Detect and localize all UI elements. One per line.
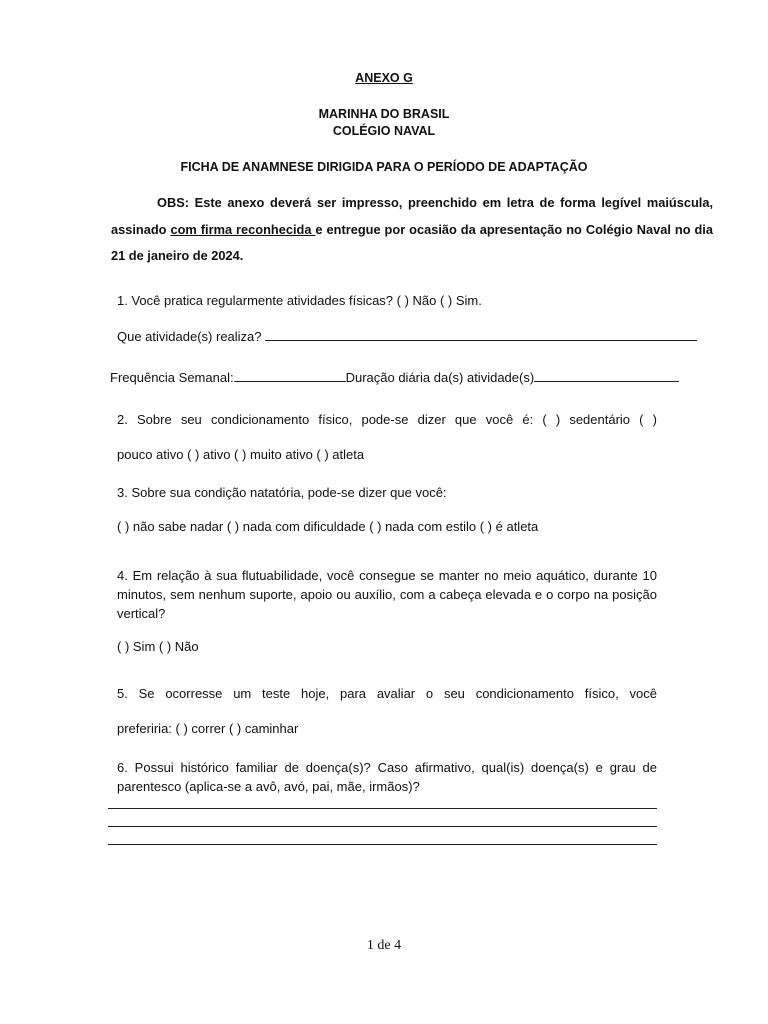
question-2-line-1: 2. Sobre seu condicionamento físico, pode-se dizer que você é: ( ) sedentário ( ) [117, 412, 657, 427]
question-3-line-1: 3. Sobre sua condição natatória, pode-se dizer que você: [117, 485, 447, 500]
frequency-label: Frequência Semanal: [110, 370, 234, 385]
question-4-options: ( ) Sim ( ) Não [117, 639, 199, 654]
question-3-line-2: ( ) não sabe nadar ( ) nada com dificuldade ( ) nada com estilo ( ) é atleta [117, 519, 539, 534]
activity-label: Que atividade(s) realiza? [117, 329, 262, 344]
answer-line-1[interactable] [108, 808, 657, 809]
obs-underlined: com firma reconhecida [170, 221, 316, 237]
org-name: MARINHA DO BRASIL [318, 107, 450, 121]
question-2-line-2: pouco ativo ( ) ativo ( ) muito ativo ( ) atleta [117, 447, 365, 462]
obs-text-2: e entregue por ocasião da apresentação no Colégio Naval no dia 21 de janeiro de 2024. [111, 221, 713, 263]
question-1: 1. Você pratica regularmente atividades físicas? ( ) Não ( ) Sim. [117, 293, 482, 308]
answer-line-2[interactable] [108, 826, 657, 827]
question-5-line-2: preferiria: ( ) correr ( ) caminhar [117, 721, 299, 736]
annex-title: ANEXO G [355, 71, 413, 85]
school-name: COLÉGIO NAVAL [332, 124, 436, 138]
question-4: 4. Em relação à sua flutuabilidade, você consegue se manter no meio aquático, durante 10 minutos, sem nenhum suporte, apoio ou auxílio, com a cabeça elevada e o corpo na posição vertical? [117, 568, 657, 621]
question-5-line-1: 5. Se ocorresse um teste hoje, para avaliar o seu condicionamento físico, você [117, 686, 657, 701]
obs-paragraph [111, 190, 713, 270]
page-number: 1 de 4 [366, 938, 402, 953]
duration-blank[interactable] [534, 369, 679, 382]
question-1-frequency [110, 369, 679, 385]
form-title: FICHA DE ANAMNESE DIRIGIDA PARA O PERÍODO DE ADAPTAÇÃO [180, 160, 588, 174]
question-1-activity [117, 328, 697, 344]
answer-line-3[interactable] [108, 844, 657, 845]
question-6: 6. Possui histórico familiar de doença(s)? Caso afirmativo, qual(is) doença(s) e grau de parentesco (aplica-se a avô, avó, pai, mãe, irmãos)? [117, 760, 657, 794]
frequency-blank[interactable] [234, 369, 346, 382]
duration-label: Duração diária da(s) atividade(s) [345, 370, 535, 385]
activity-blank[interactable] [265, 328, 697, 341]
obs-text-1: OBS: Este anexo deverá ser impresso, preenchido em letra de forma legível maiúscula, assinado [111, 195, 713, 237]
